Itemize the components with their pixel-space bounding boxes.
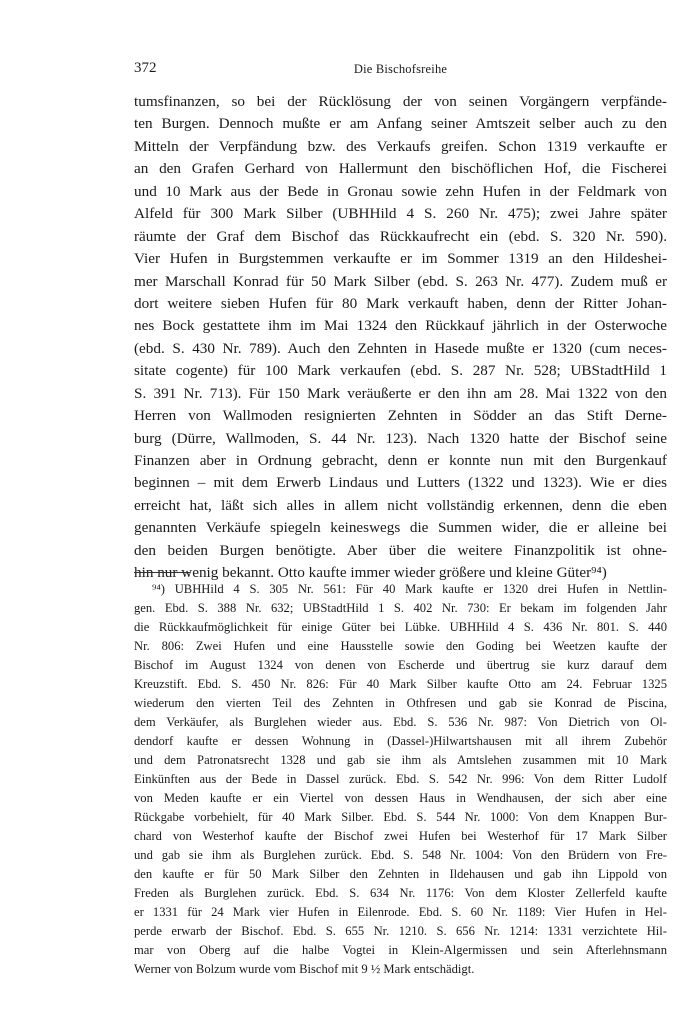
- body-line: genannten Verkäufe spiegeln keineswegs die Summen wider, die er alleine bei: [134, 519, 667, 537]
- footnote-line: Nr. 806: Zwei Hufen und eine Hausstelle sowie den Goding bei Weetzen kaufte der: [134, 639, 667, 653]
- footnote-line: Kreuzstift. Ebd. S. 450 Nr. 826: Für 40 Mark Silber kaufte Otto am 24. Februar 1325: [134, 677, 667, 691]
- footnote-94: [134, 580, 667, 979]
- footnote-line: Freden als Burglehen zurück. Ebd. S. 634 Nr. 1176: Von dem Kloster Zellerfeld kaufte: [134, 886, 667, 900]
- body-line: S. 391 Nr. 713). Für 150 Mark veräußerte er den ihn am 28. Mai 1322 von den: [134, 384, 667, 402]
- body-text: [134, 91, 667, 585]
- body-line: den beiden Burgen benötigte. Aber über die weitere Finanzpolitik ist ohne-: [134, 541, 667, 559]
- footnote-line: gen. Ebd. S. 388 Nr. 632; UBStadtHild 1 S. 402 Nr. 730: Er bekam im folgenden Jahr: [134, 601, 667, 615]
- footnote-line: Einkünften aus der Bede in Dassel zurück. Ebd. S. 542 Nr. 996: Von dem Ritter Ludolf: [134, 772, 667, 786]
- footnote-line: Bischof im August 1324 von denen von Escherde und übertrug sie kurz darauf dem: [134, 658, 667, 672]
- body-line: nes Bock gestattete ihm im Mai 1324 den Rückkauf jährlich in der Osterwoche: [134, 317, 667, 335]
- footnote-line: dem Verkäufer, als Burglehen wieder aus. Ebd. S. 536 Nr. 987: Von Dietrich von Ol-: [134, 715, 667, 729]
- footnote-line: von Meden kaufte er ein Viertel von dessen Haus in Wendhausen, der sich aber eine: [134, 791, 667, 805]
- body-line: burg (Dürre, Wallmoden, S. 44 Nr. 123). Nach 1320 hatte der Bischof seine: [134, 429, 667, 447]
- body-line: ten Burgen. Dennoch mußte er am Anfang seiner Amtszeit selber auch zu den: [134, 115, 667, 133]
- body-line: erreicht hat, läßt sich alles in allem nicht vollständig erkennen, denn die eben: [134, 496, 667, 514]
- footnote-line: ⁹⁴) UBHHild 4 S. 305 Nr. 561: Für 40 Mark kaufte er 1320 drei Hufen in Nettlin-: [152, 582, 667, 596]
- footnote-line: Rückgabe vorbehielt, für 40 Mark Silber. Ebd. S. 544 Nr. 1000: Von dem Knappen Bur-: [134, 810, 667, 824]
- body-line: beginnen – mit dem Erwerb Lindaus und Lutters (1322 und 1323). Wie er dies: [134, 474, 667, 492]
- body-line: Finanzen aber in Ordnung gebracht, denn er konnte nun mit den Burgenkauf: [134, 452, 667, 469]
- footnote-line: perde erwarb der Bischof. Ebd. S. 655 Nr. 1210. S. 656 Nr. 1214: 1331 verzichtete Hil-: [134, 924, 667, 938]
- body-line: (ebd. S. 430 Nr. 789). Auch den Zehnten in Hasede mußte er 1320 (cum neces-: [134, 339, 667, 357]
- body-line: dort weitere sieben Hufen für 80 Mark verkauft haben, denn der Ritter Johan-: [134, 294, 667, 312]
- running-head: Die Bischofsreihe: [353, 62, 448, 76]
- footnote-line: chard von Westerhof kaufte der Bischof zwei Hufen bei Westerhof für 17 Mark Silber: [134, 829, 667, 843]
- footnote-line: Werner von Bolzum wurde vom Bischof mit 9 ½ Mark entschädigt.: [134, 962, 475, 976]
- footnote-line: mar von Oberg auf die halbe Vogtei in Klein-Algermissen und sein Afterlehnsmann: [134, 943, 667, 957]
- body-line: räumte der Graf dem Bischof das Rückkaufrecht ein (ebd. S. 320 Nr. 590).: [134, 227, 667, 245]
- footnote-separator: [134, 572, 190, 573]
- footnote-line: den kaufte er für 50 Mark Silber den Zehnten in Ildehausen und gab ihn Lippold von: [134, 867, 667, 881]
- body-line: mer Marschall Konrad für 50 Mark Silber (ebd. S. 263 Nr. 477). Zudem muß er: [134, 272, 667, 290]
- footnote-line: wiederum den vierten Teil des Zehnten in Othfresen und gab sie Konrad de Piscina,: [134, 696, 667, 710]
- body-line: Vier Hufen in Burgstemmen verkaufte er im Sommer 1319 an den Hildeshei-: [134, 250, 667, 268]
- footnote-line: dendorf kaufte er dessen Wohnung in (Dassel-)Hilwartshausen mit all ihrem Zubehör: [134, 734, 667, 748]
- footnote-line: und gab sie ihm als Burglehen zurück. Ebd. S. 548 Nr. 1004: Von den Brüdern von Fre-: [134, 848, 667, 862]
- body-line: hin nur wenig bekannt. Otto kaufte immer wieder größere und kleine Güter⁹⁴): [134, 564, 607, 582]
- body-line: an den Grafen Gerhard von Hallermunt den bischöflichen Hof, die Fischerei: [134, 160, 667, 178]
- body-line: sitate cogente) für 100 Mark verkaufen (ebd. S. 287 Nr. 528; UBStadtHild 1: [134, 362, 667, 380]
- page-header: [134, 60, 667, 82]
- body-line: Mitteln der Verpfändung bzw. des Verkaufs greifen. Schon 1319 verkaufte er: [134, 137, 667, 155]
- body-line: tumsfinanzen, so bei der Rücklösung der von seinen Vorgängern verpfände-: [134, 93, 667, 110]
- body-line: Herren von Wallmoden resignierten Zehnten in Södder an das Stift Derne-: [134, 407, 667, 425]
- body-line: und 10 Mark aus der Bede in Gronau sowie zehn Hufen in der Feldmark von: [134, 182, 667, 200]
- footnote-line: die Rückkaufmöglichkeit für einige Güter bei Lübke. UBHHild 4 S. 436 Nr. 801. S. 440: [134, 620, 667, 634]
- body-line: Alfeld für 300 Mark Silber (UBHHild 4 S. 260 Nr. 475); zwei Jahre später: [134, 205, 667, 223]
- footnote-line: er 1331 für 24 Mark vier Hufen in Eilenrode. Ebd. S. 60 Nr. 1189: Vier Hufen in Hel-: [134, 905, 667, 919]
- page-number: 372: [134, 60, 157, 76]
- footnote-line: und dem Patronatsrecht 1328 und gab sie ihm als Amtslehen zusammen mit 10 Mark: [134, 753, 667, 767]
